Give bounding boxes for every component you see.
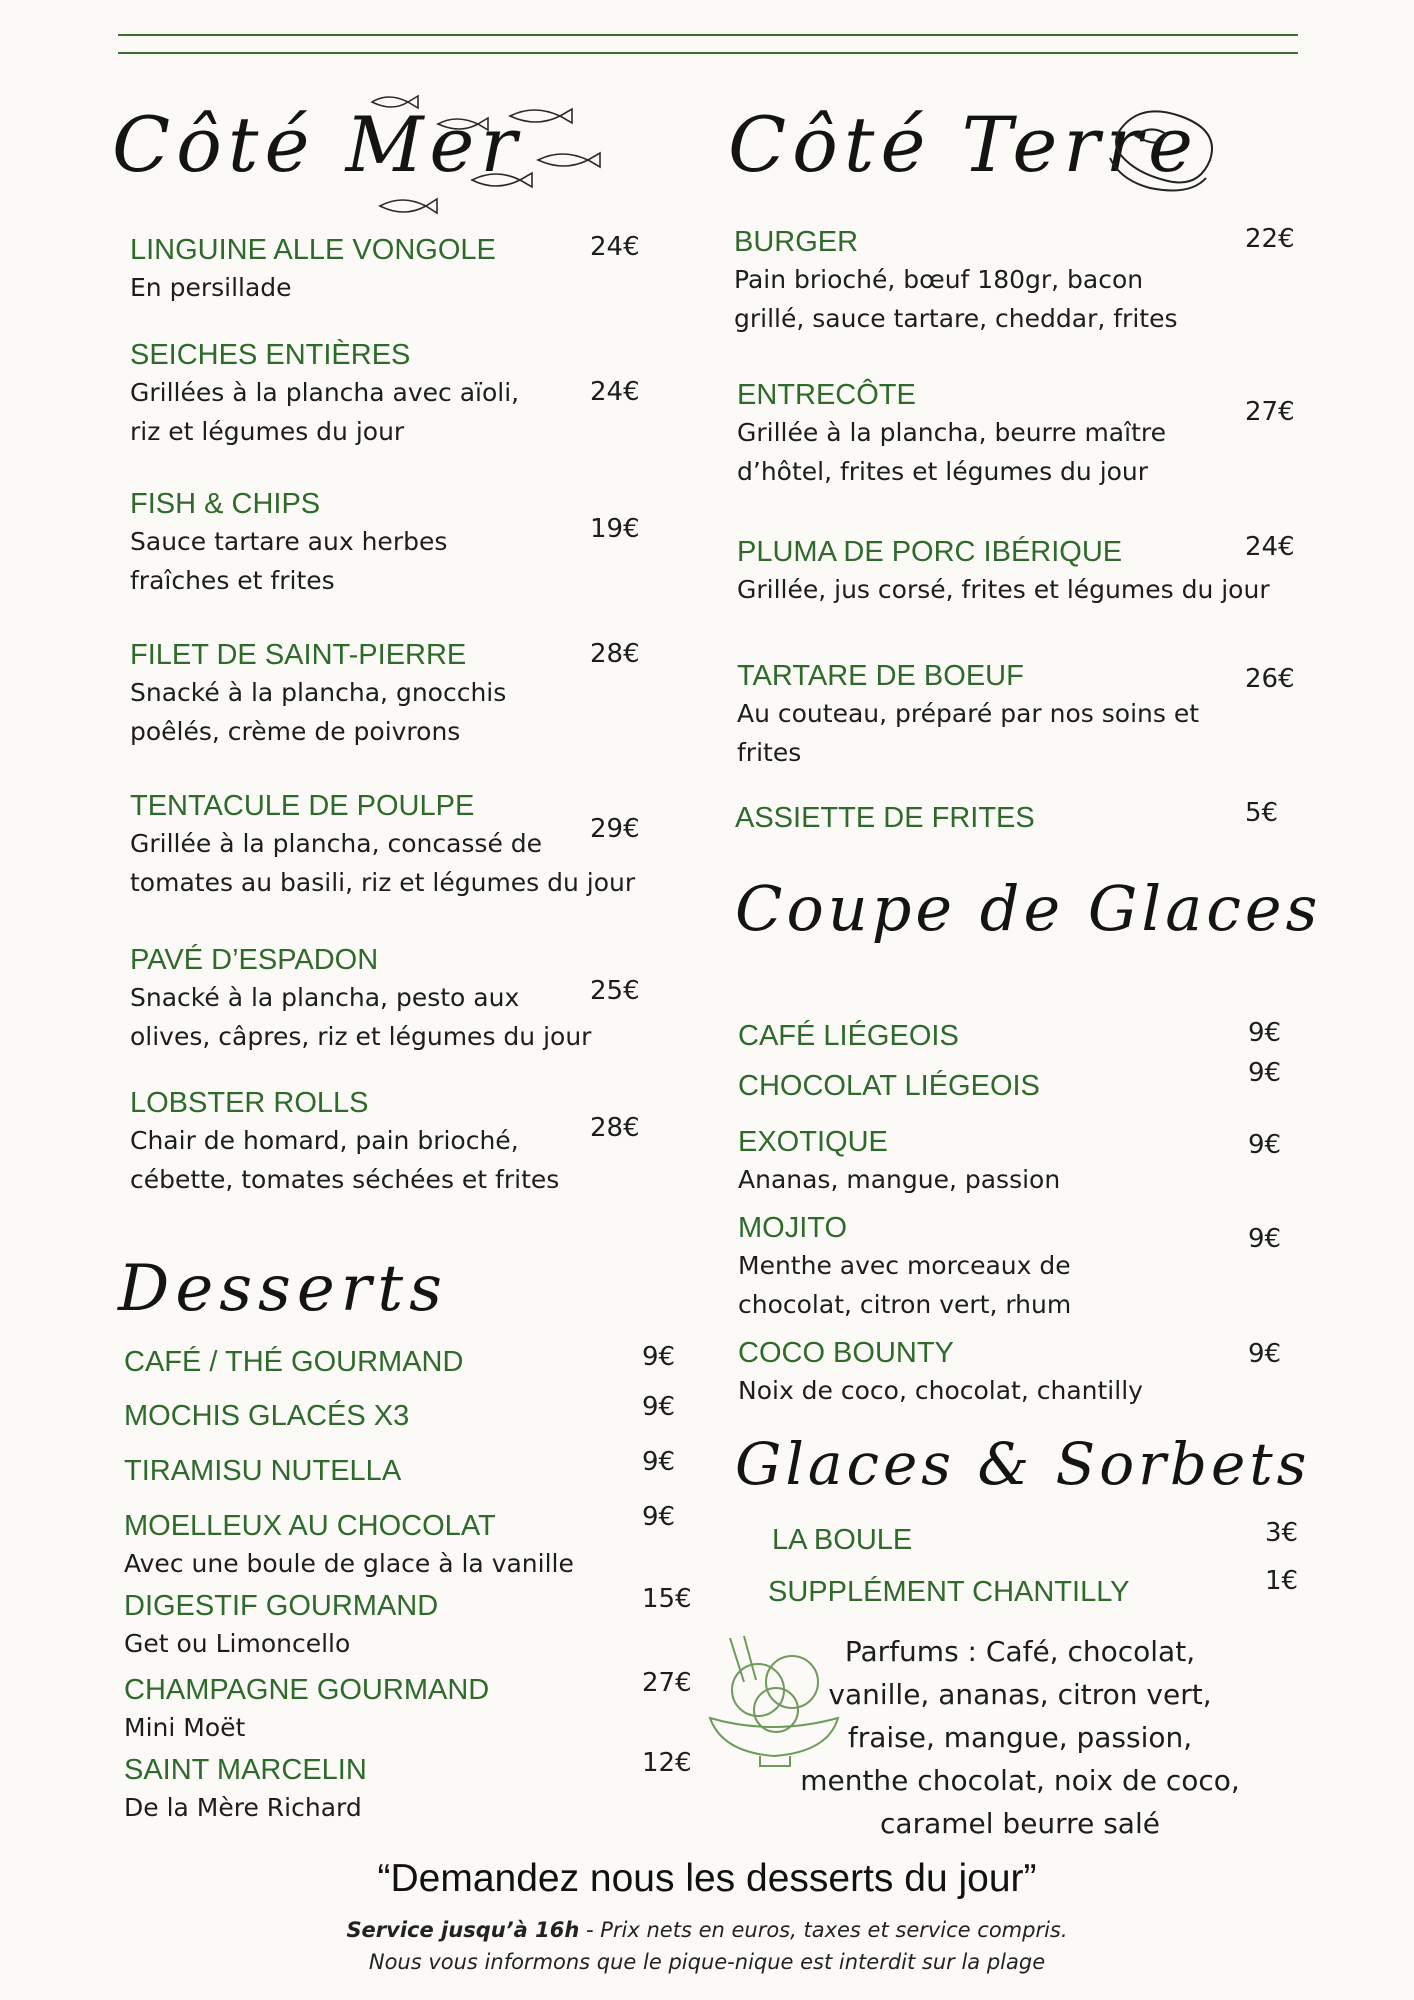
menu-item (130, 232, 496, 307)
menu-item (768, 1574, 1130, 1610)
menu-item-description: tomates au basili, riz et légumes du jour (130, 868, 636, 897)
menu-item-price: 29€ (590, 814, 640, 844)
heading-glaces-sorbets: Glaces & Sorbets (735, 1430, 1311, 1498)
menu-item-price: 1€ (1265, 1566, 1299, 1596)
footer-quote: “Demandez nous les desserts du jour” (377, 1857, 1037, 1900)
menu-item-description: riz et légumes du jour (130, 417, 405, 446)
menu-item-name: ASSIETTE DE FRITES (735, 802, 1035, 834)
menu-item-description: fraîches et frites (130, 566, 335, 595)
menu-item-description: olives, câpres, riz et légumes du jour (130, 1022, 592, 1051)
menu-item-description: cébette, tomates séchées et frites (130, 1165, 560, 1194)
parfums-line: Parfums : Café, chocolat, (844, 1635, 1196, 1668)
menu-item-description: Grillées à la plancha avec aïoli, (130, 378, 520, 407)
menu-item (124, 1752, 367, 1827)
menu-item-price: 28€ (590, 639, 640, 669)
parfums-line: vanille, ananas, citron vert, (828, 1678, 1212, 1711)
menu-item (772, 1522, 912, 1558)
fish-icon (510, 109, 572, 123)
menu-item (124, 1588, 438, 1663)
menu-item-price: 5€ (1245, 798, 1279, 828)
menu-item (737, 534, 1270, 609)
menu-item-description: Chair de homard, pain brioché, (130, 1126, 519, 1155)
menu-item-name: ENTRECÔTE (737, 379, 916, 411)
menu-item (737, 377, 1166, 491)
menu-item-price: 9€ (642, 1392, 676, 1422)
menu-item (130, 942, 591, 1056)
menu-item (130, 337, 519, 451)
menu-item (130, 1085, 559, 1199)
footer-picnic-note: Nous vous informons que le pique-nique est interdit sur la plage (368, 1950, 1046, 1974)
menu-item-name: CAFÉ / THÉ GOURMAND (124, 1346, 464, 1378)
menu-item-description: frites (737, 738, 802, 767)
menu-item-name: PLUMA DE PORC IBÉRIQUE (737, 536, 1123, 568)
menu-item-price: 27€ (642, 1668, 692, 1698)
menu-item-price: 27€ (1245, 397, 1295, 427)
menu-item-price: 24€ (590, 377, 640, 407)
menu-item (738, 1018, 959, 1054)
menu-item-description: Avec une boule de glace à la vanille (124, 1549, 574, 1578)
menu-item-description: d’hôtel, frites et légumes du jour (737, 457, 1149, 486)
menu-item-price: 9€ (1248, 1224, 1282, 1254)
menu-item-description: En persillade (130, 273, 292, 302)
menu-item-price: 24€ (1245, 532, 1295, 562)
menu-item-name: COCO BOUNTY (738, 1337, 954, 1369)
menu-item-description: Sauce tartare aux herbes (130, 527, 448, 556)
parfums-line: caramel beurre salé (880, 1807, 1160, 1840)
menu-item-name: TIRAMISU NUTELLA (124, 1455, 402, 1487)
menu-item-description: Snacké à la plancha, gnocchis (130, 678, 507, 707)
menu-item-name: DIGESTIF GOURMAND (124, 1590, 439, 1622)
menu-item (130, 788, 635, 902)
menu-item-name: FILET DE SAINT-PIERRE (130, 639, 467, 671)
menu-item-name: SUPPLÉMENT CHANTILLY (768, 1576, 1130, 1608)
fish-icon (380, 199, 437, 213)
menu-item-description: Noix de coco, chocolat, chantilly (738, 1376, 1143, 1405)
menu-item (124, 1508, 574, 1583)
menu-item-name: TENTACULE DE POULPE (130, 790, 475, 822)
menu-item-name: EXOTIQUE (738, 1126, 888, 1158)
parfums-list (790, 1630, 1250, 1845)
menu-item-name: BURGER (734, 226, 859, 258)
menu-item-price: 19€ (590, 514, 640, 544)
menu-item-price: 12€ (642, 1748, 692, 1778)
steak-icon (1100, 100, 1230, 200)
menu-item (130, 637, 506, 751)
heading-cote-terre: Côté Terre (728, 100, 1199, 189)
menu-item-name: SAINT MARCELIN (124, 1754, 367, 1786)
parfums-line: menthe chocolat, noix de coco, (800, 1764, 1240, 1797)
menu-item-price: 9€ (642, 1447, 676, 1477)
menu-item-description: Ananas, mangue, passion (738, 1165, 1061, 1194)
menu-item-price: 28€ (590, 1113, 640, 1143)
menu-item-name: PAVÉ D’ESPADON (130, 944, 379, 976)
menu-item-price: 22€ (1245, 224, 1295, 254)
menu-item-name: MOJITO (738, 1212, 848, 1244)
menu-item-price: 3€ (1265, 1518, 1299, 1548)
fish-icon (472, 173, 532, 187)
menu-item-description: Menthe avec morceaux de (738, 1251, 1071, 1280)
menu-item-price: 25€ (590, 976, 640, 1006)
menu-item-description: De la Mère Richard (124, 1793, 362, 1822)
menu-item-description: poêlés, crème de poivrons (130, 717, 461, 746)
heading-desserts: Desserts (118, 1252, 448, 1326)
top-rule-1 (118, 34, 1298, 36)
fish-icon (372, 96, 418, 108)
menu-item-description: Get ou Limoncello (124, 1629, 351, 1658)
menu-item-name: LA BOULE (772, 1524, 913, 1556)
menu-item (124, 1344, 463, 1380)
menu-item-price: 9€ (642, 1502, 676, 1532)
heading-coupe-de-glaces: Coupe de Glaces (735, 872, 1322, 945)
menu-item-price: 9€ (1248, 1018, 1282, 1048)
menu-item-name: TARTARE DE BOEUF (737, 660, 1024, 692)
menu-item-price: 24€ (590, 232, 640, 262)
menu-item (130, 486, 447, 600)
menu-item-price: 9€ (1248, 1130, 1282, 1160)
menu-item-name: LINGUINE ALLE VONGOLE (130, 234, 496, 266)
menu-item-price: 9€ (1248, 1339, 1282, 1369)
menu-item-price: 9€ (642, 1342, 676, 1372)
service-hours: Service jusqu’à 16h (346, 1918, 580, 1942)
menu-item-description: Snacké à la plancha, pesto aux (130, 983, 520, 1012)
menu-item (738, 1210, 1071, 1324)
menu-item-price: 26€ (1245, 664, 1295, 694)
menu-item-name: SEICHES ENTIÈRES (130, 339, 411, 371)
heading-cote-mer: Côté Mer (112, 100, 523, 189)
menu-item (737, 658, 1199, 772)
top-rule-2 (118, 52, 1298, 54)
menu-item-description: Mini Moët (124, 1713, 246, 1742)
menu-item (738, 1124, 1060, 1199)
fish-icon (438, 118, 488, 130)
menu-item-description: Grillée, jus corsé, frites et légumes du jour (737, 575, 1270, 604)
menu-item (124, 1453, 401, 1489)
menu-item-description: Pain brioché, bœuf 180gr, bacon (734, 265, 1144, 294)
menu-item-name: CAFÉ LIÉGEOIS (738, 1020, 959, 1052)
parfums-line: fraise, mangue, passion, (847, 1721, 1193, 1754)
menu-item-description: Grillée à la plancha, concassé de (130, 829, 543, 858)
price-note: - Prix nets en euros, taxes et service compris. (579, 1918, 1068, 1942)
fish-illustration (360, 88, 620, 228)
menu-item-description: Grillée à la plancha, beurre maître (737, 418, 1166, 447)
menu-item (735, 800, 1035, 836)
menu-item-name: LOBSTER ROLLS (130, 1087, 369, 1119)
menu-item (738, 1335, 1143, 1410)
menu-item (124, 1398, 409, 1434)
menu-item-description: Au couteau, préparé par nos soins et (737, 699, 1200, 728)
menu-item-name: MOELLEUX AU CHOCOLAT (124, 1510, 496, 1542)
menu-item-name: FISH & CHIPS (130, 488, 321, 520)
footer-service-note (0, 1918, 1414, 1942)
menu-item-price: 15€ (642, 1584, 692, 1614)
menu-item-name: CHAMPAGNE GOURMAND (124, 1674, 490, 1706)
menu-item-name: MOCHIS GLACÉS X3 (124, 1400, 410, 1432)
menu-item-description: chocolat, citron vert, rhum (738, 1290, 1072, 1319)
menu-item-description: grillé, sauce tartare, cheddar, frites (734, 304, 1178, 333)
menu-item (124, 1672, 489, 1747)
menu-item (738, 1068, 1040, 1104)
menu-item-name: CHOCOLAT LIÉGEOIS (738, 1070, 1040, 1102)
menu-item-price: 9€ (1248, 1058, 1282, 1088)
menu-item (734, 224, 1177, 338)
fish-icon (538, 153, 600, 167)
